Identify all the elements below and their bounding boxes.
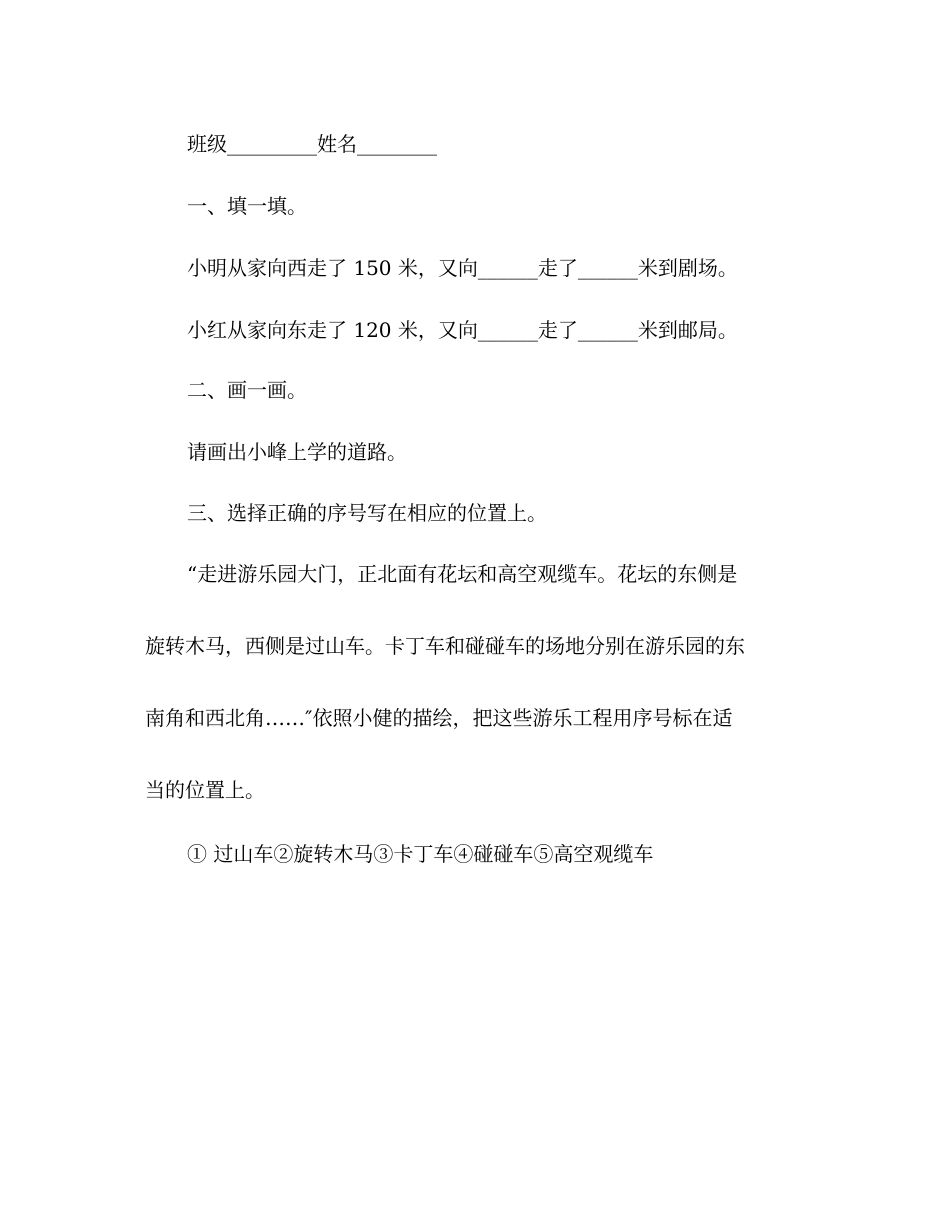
paragraph-line: “走进游乐园大门，正北面有花坛和高空观缆车。花坛的东侧是 (187, 562, 738, 586)
paragraph-line: 旋转木马，西侧是过山车。卡丁车和碰碰车的场地分别在游乐园的东 (145, 634, 745, 658)
class-name-line: 班级_________姓名________ (187, 132, 437, 156)
section-3-heading: 三、选择正确的序号写在相应的位置上。 (187, 501, 547, 525)
section-2-instruction: 请画出小峰上学的道路。 (187, 440, 407, 464)
section-2-heading: 二、画一画。 (187, 378, 307, 402)
paragraph-line: 南角和西北角……″依照小健的描绘，把这些游乐工程用序号标在适 (145, 706, 733, 730)
options-list: ① 过山车②旋转木马③卡丁车④碰碰车⑤高空观缆车 (187, 842, 654, 866)
paragraph-line: 当的位置上。 (145, 778, 265, 802)
section-1-heading: 一、填一填。 (187, 194, 307, 218)
question-2-text: 小红从家向东走了 120 米，又向______走了______米到邮局。 (187, 318, 738, 342)
question-1-text: 小明从家向西走了 150 米，又向______走了______米到剧场。 (187, 256, 738, 280)
